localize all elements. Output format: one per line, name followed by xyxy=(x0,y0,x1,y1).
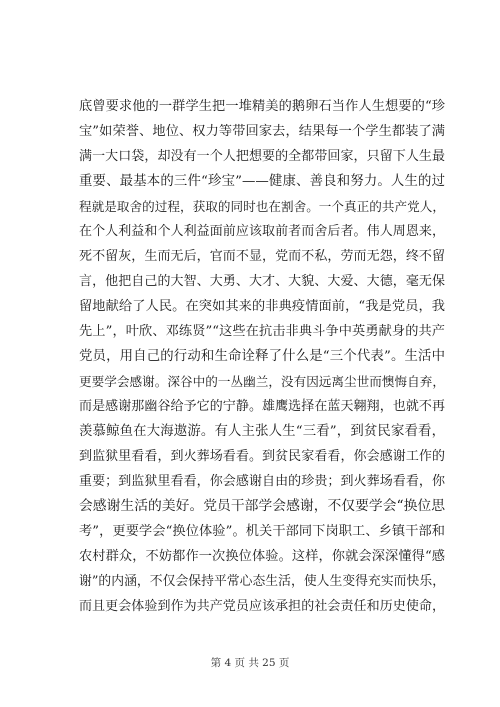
text-line: 死不留灰，生而无后，官而不显，党而不私，劳而无怨，终不留 xyxy=(79,249,445,264)
text-line: 到监狱里看看，到火葬场看看。到贫民家看看，你会感谢工作的 xyxy=(79,449,445,464)
text-line: 会感谢生活的美好。党员干部学会感谢，不仅要学会“换位思 xyxy=(79,498,445,514)
text-line: 在个人利益和个人利益面前应该取前者而舍后者。伟人周恩来， xyxy=(79,224,445,239)
text-line: 谢”的内涵，不仅会保持平常心态生活，使人生变得充实而快乐， xyxy=(79,574,445,589)
text-line: 满一大口袋，却没有一个人把想要的全都带回家，只留下人生最 xyxy=(79,149,445,164)
text-line: 宝”如荣誉、地位、权力等带回家去，结果每一个学生都装了满 xyxy=(79,124,445,139)
text-line: 党员，用自己的行动和生命诠释了什么是“三个代表”。生活中 xyxy=(79,349,445,364)
body-text xyxy=(79,94,445,619)
text-line: 考”，更要学会“换位体验”。机关干部同下岗职工、乡镇干部和 xyxy=(79,524,445,539)
page-number-footer: 第 4 页 共 25 页 xyxy=(210,657,290,669)
text-line: 重要、最基本的三件“珍宝”——健康、善良和努力。人生的过 xyxy=(79,174,445,189)
text-line: 底曾要求他的一群学生把一堆精美的鹅卵石当作人生想要的“珍 xyxy=(79,99,445,114)
text-line: 农村群众，不妨都作一次换位体验。这样，你就会深深懂得“感 xyxy=(79,549,445,564)
text-line: 程就是取舍的过程，获取的同时也在割舍。一个真正的共产党人， xyxy=(79,199,445,214)
text-line: 更要学会感谢。深谷中的一丛幽兰，没有因远离尘世而懊悔自弃， xyxy=(79,374,445,389)
text-line: 重要；到监狱里看看，你会感谢自由的珍贵；到火葬场看看，你 xyxy=(79,474,445,489)
text-line: 留地献给了人民。在突如其来的非典疫情面前，“我是党员，我 xyxy=(79,299,445,314)
text-line: 而且更会体验到作为共产党员应该承担的社会责任和历史使命， xyxy=(79,599,445,614)
text-line: 羡慕鲸鱼在大海遨游。有人主张人生“三看”，到贫民家看看， xyxy=(79,424,445,439)
text-line: 而是感谢那幽谷给予它的宁静。雄鹰选择在蓝天翱翔，也就不再 xyxy=(79,399,445,414)
text-line: 先上”，叶欣、邓练贤”“这些在抗击非典斗争中英勇献身的共产 xyxy=(79,324,445,339)
text-line: 言，他把自己的大智、大勇、大才、大貌、大爱、大德，毫无保 xyxy=(79,274,445,289)
